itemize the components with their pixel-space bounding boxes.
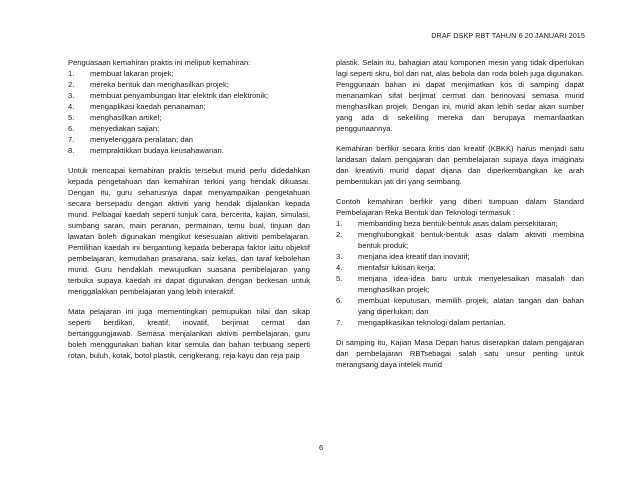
list-item-text: membuat penyambungan litar elektrik dan elektronik; [90, 91, 269, 100]
list-item-text: menyelenggara peralatan; dan [90, 135, 194, 144]
thinking-skills-list [336, 218, 584, 328]
list-item [336, 295, 584, 317]
list-item-text: menyediakan sajian; [90, 124, 160, 133]
list-item-text: mengaplikasi kaedah penanaman; [90, 102, 206, 111]
list-item-text: membuat keputusan, memilih projek, alatan tangan dan bahan yang diperlukan; dan [358, 296, 584, 316]
list-item-number: 1. [336, 219, 343, 228]
skills-list [68, 68, 310, 156]
paragraph-future-studies: Di samping itu, Kajian Masa Depan harus diserapkan dalam pengajaran dan pembelajaran RBTsebagai salah satu unsur penting untuk merangsang daya intelek murid [336, 338, 584, 369]
list-item-number: 3. [68, 91, 75, 100]
list-item-number: 4. [336, 263, 343, 272]
list-item-text: menjana idea kreatif dan inovatif; [358, 252, 470, 261]
list-item [68, 68, 310, 79]
paragraph-kbkk: Kemahiran berfikir secara kritis dan kreatif (KBKK) harus menjadi satu landasan dalam pengajaran dan pembelajaran supaya daya imaginasi dan kreativiti murid dapat dijana dan diperkembangkan ke arah pembentukan jati diri yang seimbang. [336, 144, 584, 186]
list-item-text: mentafsir lukisan kerja; [358, 263, 436, 272]
list-item [336, 273, 584, 295]
list-item-number: 6. [68, 124, 75, 133]
list-item-number: 4. [68, 102, 75, 111]
page-number: 6 [319, 443, 324, 452]
list-item-number: 3. [336, 252, 343, 261]
list-item [336, 229, 584, 251]
list-item-text: membuat lakaran projek; [90, 69, 174, 78]
list-item-number: 6. [336, 296, 343, 305]
list-item-text: mereka bentuk dan menghasilkan projek; [90, 80, 229, 89]
list-item-number: 8. [68, 146, 75, 155]
paragraph-materials: plastik. Selain itu, bahagian atau komponen mesin yang tidak diperlukan lagi seperti skru, bol dan nat, alas bebola dan roda boleh juga digunakan. Penggunaan bahan ini dapat menjimatkan kos di samping dapat menanamkan sifat berjimat cermat dan berinovasi semasa murid menghasilkan projek. Dengan ini, murid akan lebih sedar akan sumber yang ada di sekeliling mereka dan berupaya memanfaatkan penggunaannya. [336, 58, 584, 133]
list-item [336, 251, 584, 262]
paragraph-thinking-examples: Contoh kemahiran berfikir yang diberi tumpuan dalam Standard Pembelajaran Reka Bentuk dan Teknologi termasuk : [336, 197, 584, 217]
list-item [68, 90, 310, 101]
list-item [68, 145, 310, 156]
paragraph-values: Mata pelajaran ini juga mementingkan pemupukan nilai dan sikap seperti berdikari, kreatif, inovatif, berjimat cermat dan bertanggungjawab. Semasa menjalankan aktiviti pembelajaran, guru boleh menggunakan bahan kitar semula dan bahan terbuang seperti rotan, buluh, kotak, botol plastik, cengkerang, reja kayu dan reja paip [68, 307, 310, 360]
list-item [68, 134, 310, 145]
list-item [336, 262, 584, 273]
list-item-number: 2. [336, 230, 343, 239]
skills-intro: Penguasaan kemahiran praktis ini meliputi kemahiran: [68, 58, 251, 67]
list-item-text: mengaplikasikan teknologi dalam pertanian. [358, 318, 506, 327]
document-header: DRAF DSKP RBT TAHUN 6 20 JANUARI 2015 [431, 31, 585, 40]
list-item [336, 218, 584, 229]
list-item-text: menghasilkan artikel; [90, 113, 162, 122]
list-item [68, 101, 310, 112]
list-item-text: menjana idea-idea baru untuk menyelesaikan masalah dan menghasilkan projek; [358, 274, 584, 294]
paragraph-methods: Untuk mencapai kemahiran praktis tersebut murid perlu didedahkan kepada pengetahuan dan kemahiran terkini yang hendak dikuasai. Dengan itu, guru seharusnya dapat menyampaikan pengetahuan secara bersepadu dengan aktiviti yang hendak dijalankan kepada murid. Pelbagai kaedah seperti tunjuk cara, bercerita, kajian, simulasi, sumbang saran, main peranan, permainan, temu bual, tinjuan dan lawatan boleh digunakan mengikut kesesuaian aktiviti pembelajaran. Pemilihan kaedah ini bergantung kepada beberapa faktor iaitu objektif pembelajaran, kemudahan prasarana, saiz kelas, dan taraf kebolehan murid. Guru hendaklah mewujudkan suasana pembelajaran yang terbuka supaya kaedah ini dapat digunakan dengan berkesan untuk menggalakkan pembelajaran yang lebih interaktif. [68, 166, 310, 296]
list-item-number: 7. [68, 135, 75, 144]
list-item-number: 1. [68, 69, 75, 78]
list-item [68, 79, 310, 90]
list-item-number: 5. [68, 113, 75, 122]
list-item [68, 123, 310, 134]
list-item-text: mempraktikkan budaya keusahawanan. [90, 146, 224, 155]
left-column [68, 57, 310, 370]
list-item [336, 317, 584, 328]
list-item-number: 7. [336, 318, 343, 327]
list-item [68, 112, 310, 123]
list-item-number: 5. [336, 274, 343, 283]
list-item-number: 2. [68, 80, 75, 89]
right-column [336, 57, 584, 379]
list-item-text: membanding beza bentuk-bentuk asas dalam persekitaran; [358, 219, 558, 228]
list-item-text: menghubungkait bentuk-bentuk asas dalam aktiviti membina bentuk produk; [358, 230, 584, 250]
